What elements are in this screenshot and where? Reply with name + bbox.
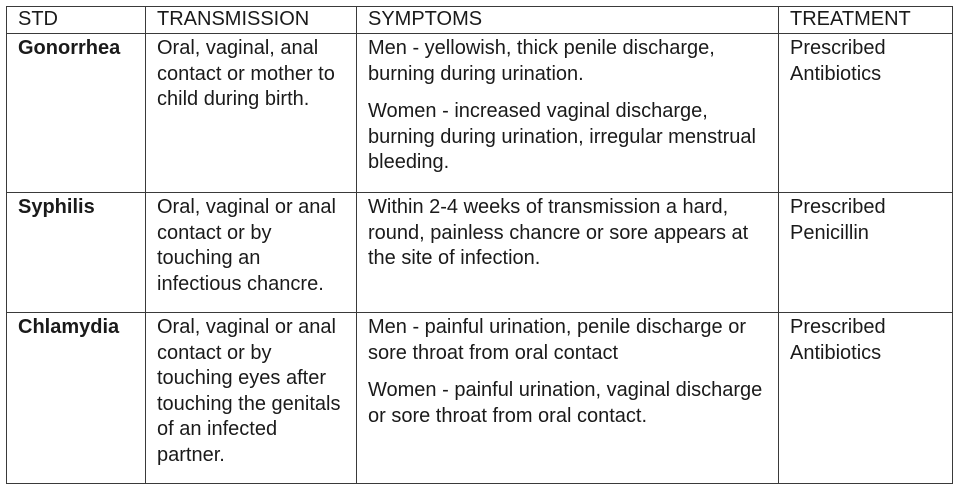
std-name-cell: Chlamydia [7,313,146,484]
transmission-cell: Oral, vaginal, anal contact or mother to child during birth. [146,34,357,193]
std-table [6,6,953,484]
table-row [7,34,953,193]
symptoms-cell [357,193,779,313]
transmission-cell: Oral, vaginal or anal contact or by touching eyes after touching the genitals of an infected partner. [146,313,357,484]
symptoms-cell [357,313,779,484]
table-row [7,193,953,313]
symptom-paragraph: Women - increased vaginal discharge, burning during urination, irregular menstrual bleeding. [368,100,756,173]
symptom-paragraph: Within 2-4 weeks of transmission a hard, round, painless chancre or sore appears at the site of infection. [368,196,749,269]
header-transmission: TRANSMISSION [146,7,357,34]
header-treatment: TREATMENT [779,7,953,34]
treatment-cell: Prescribed Penicillin [779,193,953,313]
treatment-cell: Prescribed Antibiotics [779,313,953,484]
std-name-cell: Gonorrhea [7,34,146,193]
treatment-cell: Prescribed Antibiotics [779,34,953,193]
header-symptoms: SYMPTOMS [357,7,779,34]
symptom-paragraph: Men - yellowish, thick penile discharge, burning during urination. [368,37,715,85]
header-row [7,7,953,34]
symptoms-cell [357,34,779,193]
symptom-paragraph: Women - painful urination, vaginal discharge or sore throat from oral contact. [368,379,763,427]
header-std: STD [7,7,146,34]
symptom-paragraph: Men - painful urination, penile discharge or sore throat from oral contact [368,316,746,364]
transmission-cell: Oral, vaginal or anal contact or by touching an infectious chancre. [146,193,357,313]
table-row [7,313,953,484]
std-name-cell: Syphilis [7,193,146,313]
